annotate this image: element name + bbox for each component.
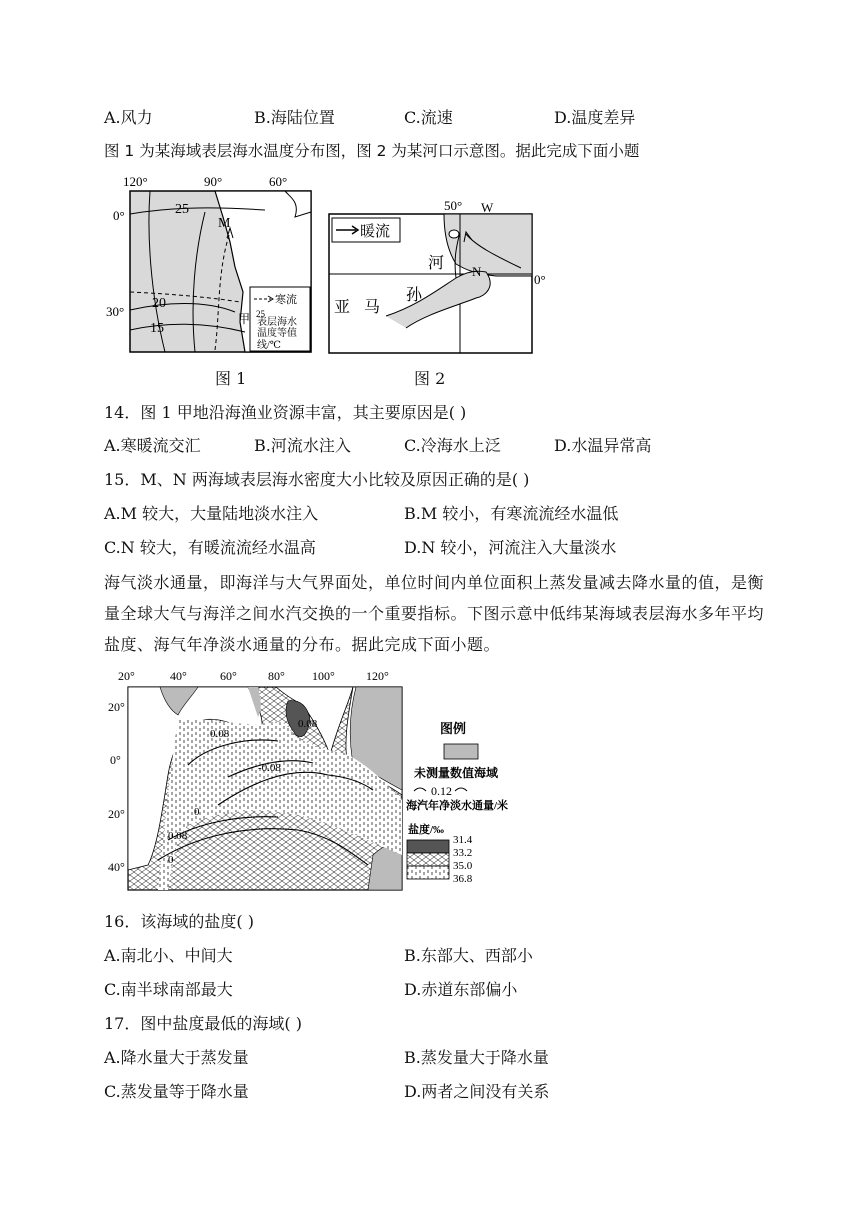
fig3-lat-40s: 40° bbox=[108, 860, 125, 874]
fig3-contour-3: -0.08 bbox=[258, 762, 281, 774]
q16-option-a: A.南北小、中间大 bbox=[104, 946, 233, 965]
fig2-char-ya: 亚 bbox=[334, 299, 351, 316]
fig3-salinity-3: 35.0 bbox=[453, 860, 473, 872]
fig1-point-jia: 甲 bbox=[238, 312, 251, 326]
fig3-lon-20: 20° bbox=[118, 669, 135, 683]
fig3-lon-80: 80° bbox=[268, 669, 285, 683]
fig2-legend-warm: 暖流 bbox=[360, 224, 391, 240]
q17-option-d: D.两者之间没有关系 bbox=[404, 1082, 550, 1101]
q15-option-a: A.M 较大，大量陆地淡水注入 bbox=[104, 504, 319, 523]
fig3-lon-40: 40° bbox=[170, 669, 187, 683]
q14-option-a: A.寒暖流交汇 bbox=[104, 436, 201, 455]
fig3-contour-6: 0 bbox=[168, 854, 174, 866]
q14-stem: 14．图 1 甲地沿海渔业资源丰富，其主要原因是( ) bbox=[104, 403, 467, 422]
fig1-lon-120: 120° bbox=[123, 174, 148, 189]
fig3-contour-2: 0.08 bbox=[298, 718, 318, 730]
fig3-legend-unmeasured: 未测量数值海域 bbox=[414, 766, 499, 780]
fig3-legend-title: 图例 bbox=[440, 721, 467, 736]
fig3-lat-20n: 20° bbox=[108, 700, 125, 714]
fig1-legend-text2: 温度等值 bbox=[257, 328, 297, 339]
fig1-lat-0: 0° bbox=[113, 208, 125, 223]
fig1-legend-text1: 表层海水 bbox=[257, 317, 297, 328]
intro-text-2: 海气淡水通量，即海洋与大气界面处，单位时间内单位面积上蒸发量减去降水量的值，是衡量全球大气与海洋之间水汽交换的一个重要指标。下图示意中低纬某海域表层海水多年平均盐度、海气年净淡水通量的分布。据此完成下面小题。 bbox=[104, 573, 765, 654]
fig2-char-he: 河 bbox=[428, 255, 445, 272]
q13-option-d: D.温度差异 bbox=[554, 108, 636, 127]
fig1-point-m: M bbox=[218, 216, 231, 231]
fig3-lat-0: 0° bbox=[110, 753, 121, 767]
figure-2-caption: 图 2 bbox=[414, 369, 446, 388]
fig2-char-ma: 马 bbox=[364, 299, 381, 316]
q15-option-d: D.N 较小，河流注入大量淡水 bbox=[404, 538, 617, 557]
fig3-legend-salinity: 盐度/‰ bbox=[408, 824, 445, 836]
fig1-isotherm-15: 15 bbox=[150, 321, 164, 336]
fig1-legend-num: 25 bbox=[256, 309, 265, 319]
fig3-lon-120: 120° bbox=[366, 669, 389, 683]
q14-option-d: D.水温异常高 bbox=[554, 436, 652, 455]
figure-1-caption: 图 1 bbox=[215, 369, 247, 388]
fig3-legend-sample: 0.12 bbox=[431, 784, 452, 798]
q17-option-b: B.蒸发量大于降水量 bbox=[404, 1048, 549, 1067]
fig2-point-n: N bbox=[472, 264, 482, 279]
fig3-legend-flux: 海汽年净淡水通量/米 bbox=[406, 800, 509, 812]
q17-option-c: C.蒸发量等于降水量 bbox=[104, 1082, 249, 1101]
fig1-legend-cold: 寒流 bbox=[275, 294, 297, 306]
fig1-lon-90: 90° bbox=[204, 174, 223, 189]
fig3-salinity-4: 36.8 bbox=[453, 873, 473, 885]
fig3-lon-60: 60° bbox=[220, 669, 237, 683]
q15-option-c: C.N 较大，有暖流流经水温高 bbox=[104, 538, 316, 557]
fig1-isotherm-20: 20 bbox=[152, 296, 166, 311]
figure-1-temperature-map bbox=[105, 172, 315, 354]
q16-stem: 16．该海域的盐度( ) bbox=[104, 912, 254, 931]
fig3-contour-4: 0 bbox=[194, 806, 200, 818]
q17-option-a: A.降水量大于蒸发量 bbox=[104, 1048, 249, 1067]
q16-option-d: D.赤道东部偏小 bbox=[404, 980, 518, 999]
q14-option-c: C.冷海水上泛 bbox=[404, 436, 501, 455]
q15-stem: 15．M、N 两海域表层海水密度大小比较及原因正确的是( ) bbox=[104, 470, 530, 489]
fig3-salinity-2: 33.2 bbox=[453, 847, 473, 859]
q15-option-b: B.M 较小，有寒流流经水温低 bbox=[404, 504, 619, 523]
q16-option-c: C.南半球南部最大 bbox=[104, 980, 233, 999]
fig3-lat-20s: 20° bbox=[108, 807, 125, 821]
q13-option-a: A.风力 bbox=[104, 108, 153, 127]
q14-option-b: B.河流水注入 bbox=[254, 436, 351, 455]
q17-stem: 17．图中盐度最低的海域( ) bbox=[104, 1014, 302, 1033]
figure-3-salinity-map bbox=[98, 665, 538, 893]
fig1-lat-30: 30° bbox=[106, 304, 125, 319]
q13-option-c: C.流速 bbox=[404, 108, 453, 127]
fig1-legend-text3: 线/℃ bbox=[257, 340, 281, 351]
fig1-isotherm-25: 25 bbox=[175, 202, 189, 217]
fig2-lon-50: 50° bbox=[444, 198, 463, 213]
fig2-char-sun: 孙 bbox=[406, 287, 423, 304]
intro-text-1: 图 1 为某海域表层海水温度分布图，图 2 为某河口示意图。据此完成下面小题 bbox=[104, 142, 640, 160]
fig1-lon-60: 60° bbox=[269, 174, 288, 189]
fig2-dir-w: W bbox=[481, 200, 494, 215]
figure-2-estuary-map bbox=[326, 196, 556, 356]
fig3-lon-100: 100° bbox=[312, 669, 335, 683]
fig3-contour-1: 0.08 bbox=[210, 728, 230, 740]
q16-option-b: B.东部大、西部小 bbox=[404, 946, 533, 965]
fig3-salinity-1: 31.4 bbox=[453, 834, 473, 846]
q13-option-b: B.海陆位置 bbox=[254, 108, 335, 127]
fig2-lat-0: 0° bbox=[534, 272, 546, 287]
fig3-contour-5: 0.08 bbox=[168, 830, 188, 842]
